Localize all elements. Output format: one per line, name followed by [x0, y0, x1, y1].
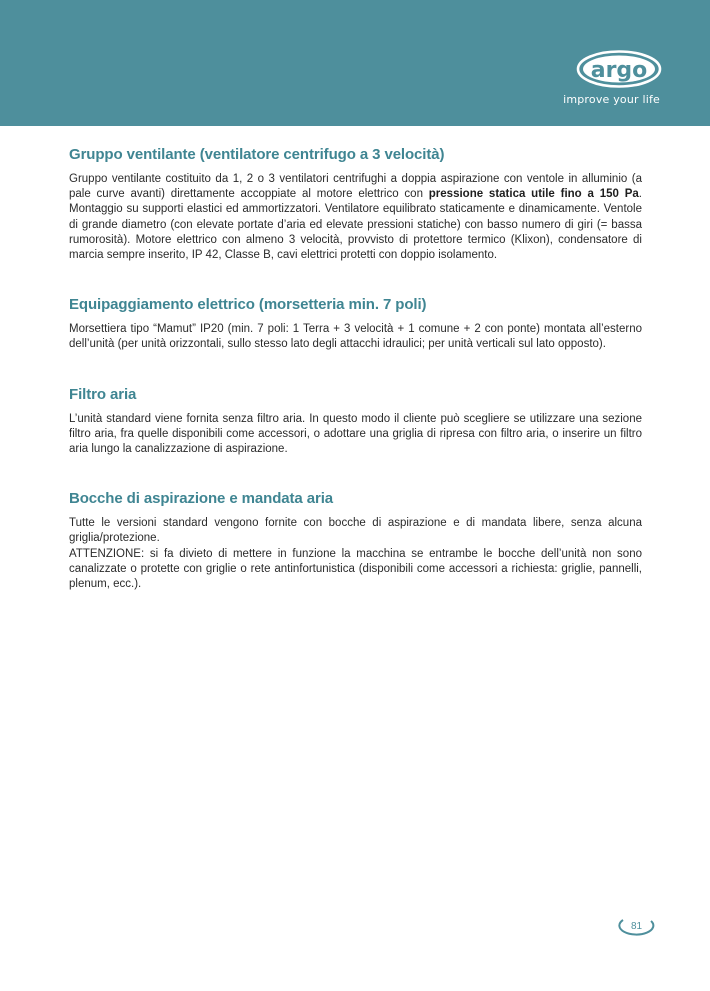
section-body: [69, 172, 642, 263]
section-title: Filtro aria: [69, 385, 137, 403]
tagline: improve your life: [563, 93, 660, 106]
section-air-filter: [69, 386, 642, 458]
section-electrical: [69, 296, 642, 352]
header-band: [0, 0, 710, 126]
section-body: Tutte le versioni standard vengono fornite con bocche di aspirazione e di mandata libere, senza alcuna griglia/protezione.: [69, 517, 642, 545]
section-title: Equipaggiamento elettrico (morsetteria min. 7 poli): [69, 296, 427, 314]
section-title: Gruppo ventilante (ventilatore centrifugo a 3 velocità): [69, 146, 445, 163]
body-text: . Montaggio su supporti elastici ed ammortizzatori. Ventilatore equilibrato staticamente e dinamicamente. Ventole di grande diametro (con elevate portate d’aria ed elevate pressioni statiche) con basso numero di giri (= bassa rumorosità). Motore elettrico con almeno 3 velocità, provvisto di protettore termico (Klixon), condensatore di marcia sempre inserito, IP 42, Classe B, cavi elettrici protetti con doppio isolamento.: [69, 188, 642, 262]
document-body: [69, 146, 642, 625]
body-bold-text: pressione statica utile fino a 150 Pa: [428, 188, 639, 201]
page-number: 81: [630, 921, 643, 932]
section-body: L’unità standard viene fornita senza filtro aria. In questo modo il cliente può scegliere se utilizzare una sezione filtro aria, fra quelle disponibili come accessori, o adottare una griglia di ripresa con filtro aria, o inserire un filtro aria lungo la canalizzazione di aspirazione.: [69, 412, 642, 456]
section-body: Morsettiera tipo “Mamut” IP20 (min. 7 poli: 1 Terra + 3 velocità + 1 comune + 2 con ponte) montata all’esterno dell’unità (per unità orizzontali, sullo stesso lato degli attacchi idraulici; per unità verticali sul lato opposto).: [69, 323, 642, 351]
logo-text: argo: [590, 58, 648, 83]
section-fan-group: [69, 146, 642, 263]
argo-logo: [576, 49, 662, 89]
body-text: Gruppo ventilante costituito da 1, 2 o 3 ventilatori centrifughi a doppia aspirazione con ventole in alluminio (a pale curve avanti) direttamente accoppiate al motore elettrico con: [69, 173, 642, 201]
section-title: Bocche di aspirazione e mandata aria: [69, 490, 333, 508]
section-warning: ATTENZIONE: si fa divieto di mettere in funzione la macchina se entrambe le bocche dell’unità non sono canalizzate o protette con griglie o rete antinfortunistica (disponibili come accessori a richiesta: griglie, pannelli, plenum, ecc.).: [69, 547, 642, 591]
section-air-openings: [69, 490, 642, 592]
